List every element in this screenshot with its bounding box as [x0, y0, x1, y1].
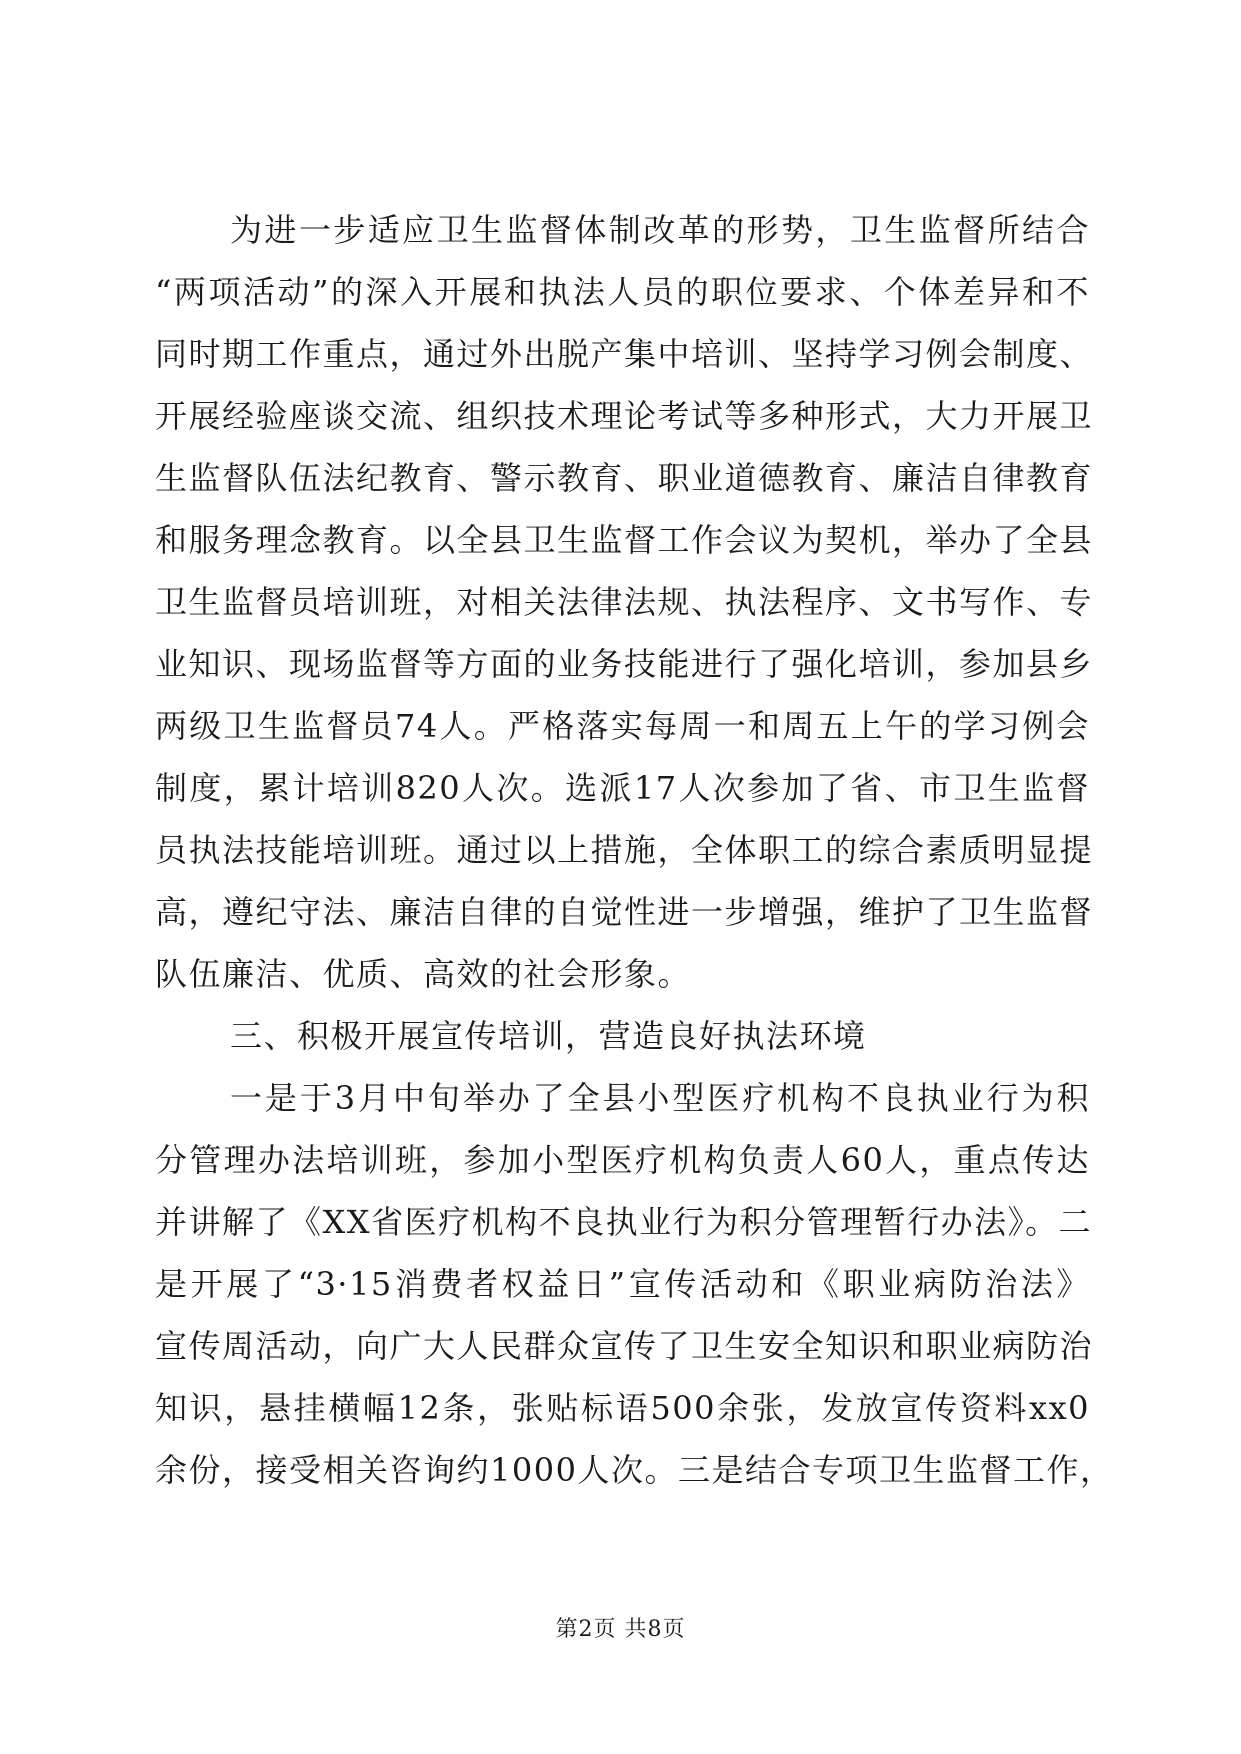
text-line: 知识，悬挂横幅12条，张贴标语500余张，发放宣传资料xx0: [155, 1389, 1090, 1427]
page-footer: 第2页 共8页: [555, 1617, 686, 1642]
text-line: 高，遵纪守法、廉洁自律的自觉性进一步增强，维护了卫生监督: [155, 893, 1094, 931]
section-heading: 三、积极开展宣传培训，营造良好执法环境: [230, 1017, 867, 1055]
text-line: 同时期工作重点，通过外出脱产集中培训、坚持学习例会制度、: [155, 335, 1094, 373]
text-line: 生监督队伍法纪教育、警示教育、职业道德教育、廉洁自律教育: [155, 459, 1094, 497]
text-line: 队伍廉洁、优质、高效的社会形象。: [155, 955, 692, 993]
text-line: 并讲解了《XX省医疗机构不良执业行为积分管理暂行办法》。二: [155, 1203, 1093, 1241]
text-line: 员执法技能培训班。通过以上措施，全体职工的综合素质明显提: [155, 831, 1094, 869]
text-line: 和服务理念教育。以全县卫生监督工作会议为契机，举办了全县: [155, 521, 1094, 559]
text-line: 开展经验座谈交流、组织技术理论考试等多种形式，大力开展卫: [155, 397, 1094, 435]
text-line: 制度，累计培训820人次。选派17人次参加了省、市卫生监督: [155, 769, 1090, 807]
text-line: 业知识、现场监督等方面的业务技能进行了强化培训，参加县乡: [155, 645, 1094, 683]
text-line: 宣传周活动，向广大人民群众宣传了卫生安全知识和职业病防治: [155, 1327, 1094, 1365]
text-line: 是开展了“3·15消费者权益日”宣传活动和《职业病防治法》: [155, 1265, 1090, 1303]
text-line: 一是于3月中旬举办了全县小型医疗机构不良执业行为积: [230, 1079, 1090, 1117]
text-line: 卫生监督员培训班，对相关法律法规、执法程序、文书写作、专: [155, 583, 1094, 621]
text-line: 两级卫生监督员74人。严格落实每周一和周五上午的学习例会: [155, 707, 1090, 745]
text-line: 余份，接受相关咨询约1000人次。三是结合专项卫生监督工作，: [155, 1451, 1114, 1489]
text-line: 为进一步适应卫生监督体制改革的形势，卫生监督所结合: [230, 211, 1090, 249]
text-line: “两项活动”的深入开展和执法人员的职位要求、个体差异和不: [155, 273, 1090, 311]
text-line: 分管理办法培训班，参加小型医疗机构负责人60人，重点传达: [155, 1141, 1090, 1179]
